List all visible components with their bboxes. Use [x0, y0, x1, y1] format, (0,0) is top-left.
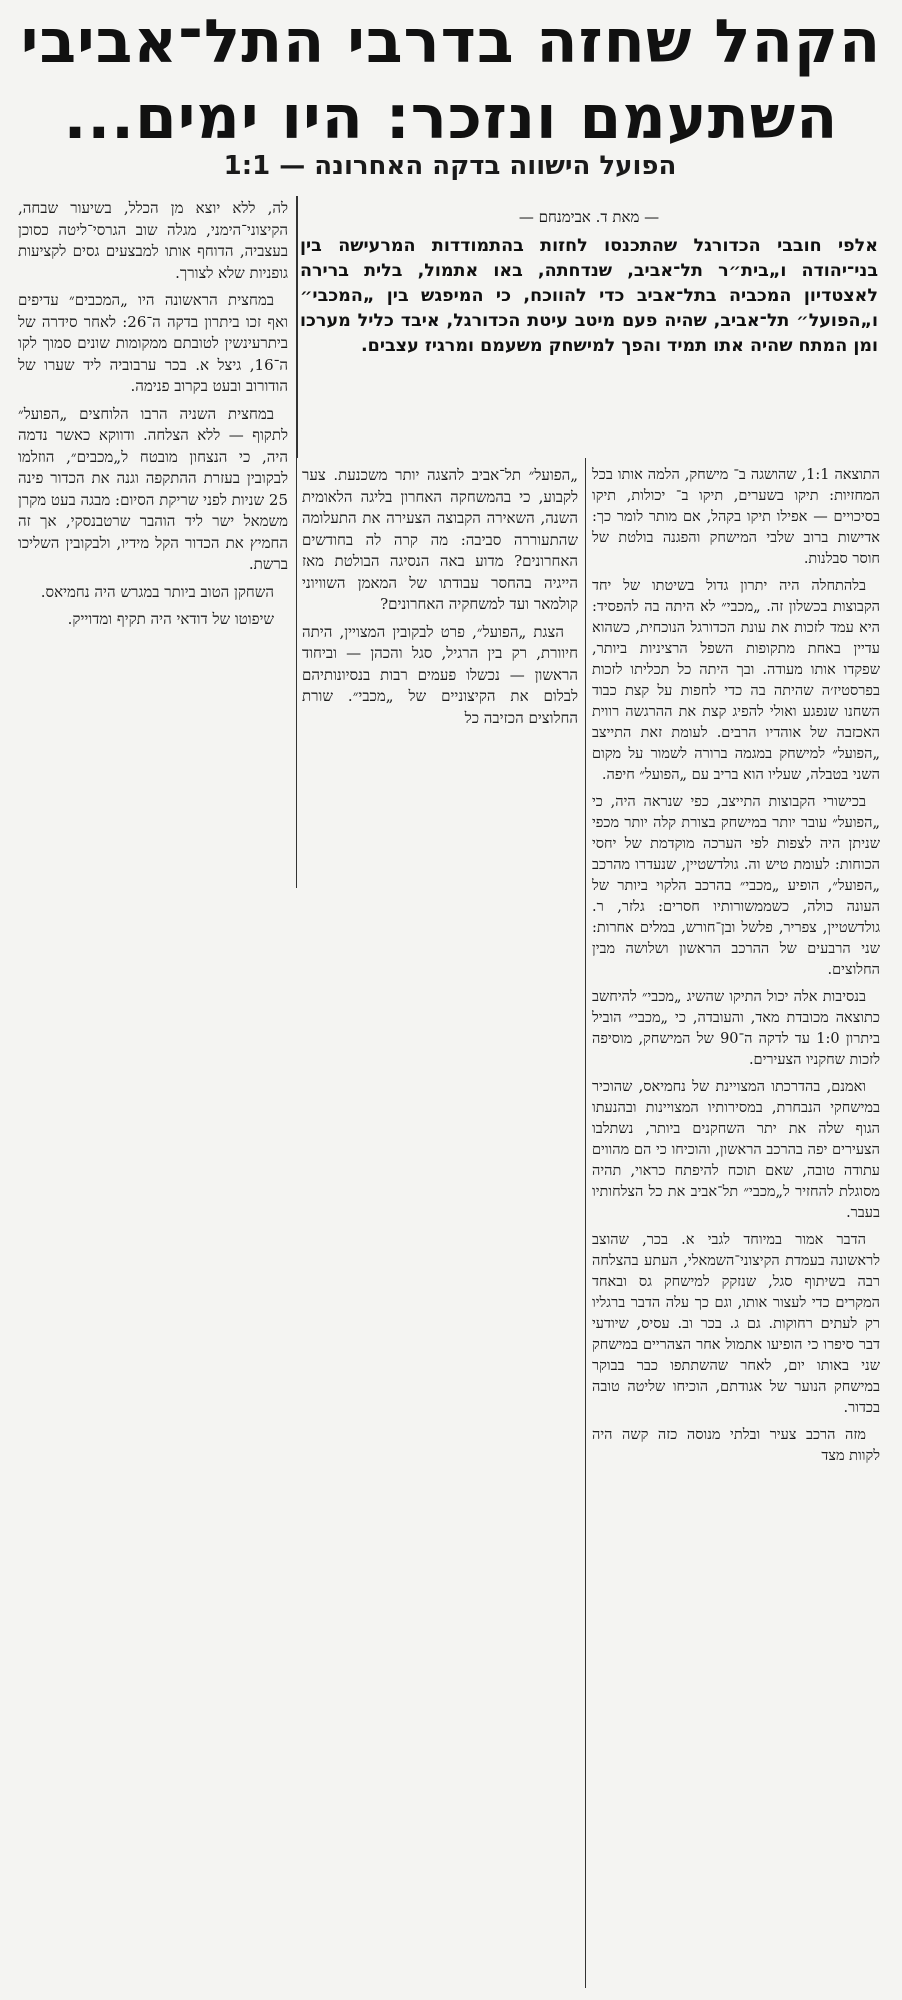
column-right: [592, 465, 880, 1473]
paragraph: הדבר אמור במיוחד לגבי א. בכר, שהוצב לראשונה בעמדת הקיצוני־השמאלי, העתע בהצלחה רבה בשיתוף סגל, שנזקק למישחק גס ובאחד המקרים כדי לעצור אותו, וגם כך עלה הדבר ברגליו רק לעתים רחוקות. גם ג. בכר וב. עסיס, שיודעי דבר סיפרו כי הופיעו אתמול אחר הצהריים במישחק שני באותו יום, לאחר שהשתתפו כבר בבוקר במישחק הנוער של אגודתם, הוכיחו שליטה טובה בכדור.: [592, 1232, 880, 1416]
column-middle: [302, 465, 578, 735]
headline-line-2: השתעמם ונזכר: היו ימים...: [63, 83, 839, 153]
paragraph: התוצאה 1:1, שהושגה ב־ מישחק, הלמה אותו בכל המחזיות: תיקו בשערים, תיקו ב־ יכולות, תיקו בסיכויים — אפילו תיקו בקהל, אם מותר לומר כך: אדישות ברוב שלבי המישחק והפגנה בולטת של חוסר סבלנות.: [592, 467, 880, 567]
paragraph: בנסיבות אלה יכול התיקו שהשיג „מכבי״ להיחשב כתוצאה מכובדת מאד, והעובדה, כי „מכבי״ הוביל ביתרון 1:0 עד לדקה ה־90 של המישחק, מוסיפה לזכות שחקניו הצעירים.: [592, 989, 880, 1068]
subheadline: הפועל הישווה בדקה האחרונה — 1:1: [223, 151, 677, 181]
column-left: [18, 198, 288, 637]
paragraph: במחצית הראשונה היו „המכבים״ עדיפים ואף זכו ביתרון בדקה ה־26: לאחר סידרה של ביתרעינשין לטובתם ממקומות שונים סמוך לקו ה־16, גיצל א. בכר ערבוביה ליד שערו של הודורוב ובעט בקרוב פנימה.: [18, 291, 289, 395]
column-rule-lower-1: [585, 458, 586, 1988]
paragraph: לה, ללא יוצא מן הכלל, בשיעור שבחה, הקיצוני־הימני, מגלה שוב הגרסי־ליטה כסוכן בעצביה, הדוחף אותו למבצעים גסים לקציעות גופניות שלא לצורך.: [18, 199, 288, 282]
column-rule-lower-2: [296, 458, 297, 888]
paragraph: מזה הרכב צעיר ובלתי מנוסה כזה קשה היה לקוות מצד: [592, 1427, 880, 1464]
paragraph: „הפועל״ תל־אביב להצגה יותר משכנעת. צער לקבוע, כי בהמשחקה האחרון בליגה הלאומית השנה, השאירה הקבוצה הצעירה את התעלומה שהתעוררה סביבה: מה קרה לה בחודשים האחרונים? מדוע באה הנסיגה הבולטת מאז הייגיה בהחסר עבודתו של המאמן השוויוני קולמאר ועד למשחקיה האחרונים?: [302, 466, 578, 613]
paragraph: הצגת „הפועל״, פרט לבקובין המצויין, היתה חיוורת, רק בין הרגיל, סגל והכהן — וביחוד הראשון — נכשלו פעמים רבות בנסיונותיהם לבלום את הקיצוניים של „מכבי״. שורת החלוצים הכזיבה כל: [302, 622, 578, 727]
headline-line-1: הקהל שחזה בדרבי התל־אביבי: [20, 7, 882, 77]
byline: — מאת ד. אבימנחם —: [518, 208, 660, 226]
lead-section: [300, 205, 878, 359]
lead-paragraph: אלפי חובבי הכדורגל שהתכנסו לחזות בהתמודדות המרעישה בין בני־יהודה ו„בית״ר תל־אביב, שנדחתה, באו אתמול, בלית ברירה לאצטדיון המכביה בתל־אביב כדי להווכח, כי המיפגש בין „המכבי״ ו„הפועל״ תל־אביב, שהיה פעם מיטב עיטת הכדורגל, איבד כליל מערכו ומן המתח שהיה אתו תמיד והפך למישחק משעמם ומרגיז עצבים.: [300, 236, 878, 356]
paragraph: במחצית השניה הרבו הלוחצים „הפועל״ לתקוף — ללא הצלחה. ודווקא כאשר נדמה היה, כי הנצחון מובטח ל„מכבים״, הוזלמו לבקובין בעזרת ההתקפה וגנה את הכדור פינה 25 שניות לפני שריקת הסיום: מבגה בעט מקרן משמאל ישר ליד הוהבר שרטבנסקי, אך זה החמיץ את הכדור הקל מידיו, ולבקובין השליכו ברשת.: [18, 404, 288, 573]
paragraph: ואמנם, בהדרכתו המצויינת של נחמיאס, שהוכיר במישחקי הנבחרת, במסירותיו המצויינות ובהנעתו הגוף שלה את יתר השחקנים ביותר, נשתלבו הצעירים יפה בהרכב הראשון, והוכיחו כי הם מהווים עתודה טובה, שאם תוכח להיפתח כראוי, תהיה מסוגלת להחזיר ל„מכבי״ תל־אביב את כל הצלחותיו בעבר.: [592, 1079, 880, 1221]
column-rule-top: [296, 196, 298, 458]
paragraph: השחקן הטוב ביותר במגרש היה נחמיאס.: [40, 582, 274, 601]
paragraph: בלהתחלה היה יתרון גדול בשיטתו של יחד הקבוצות בכשלון זה. „מכבי״ לא היתה בה להפסיד: היא עמד לזכות את עונת הכדורגל הנוכחית, כשהוא עדיין באחת מתקופות השפל הרציניות ביותר, שפקדו אותו מעודה. ובך היתה כל תכליתו לזכות בפרסטיז׳ה שהיתה בה כדי לחפות על קצת כבוד השחנו שנפגע ואולי להפיג קצת את ההרגשה רווית האכזבה של אוהדיו הרבים. לעומת זאת התייצב „הפועל״ למישחק במגמה ברורה לשמור על מקום השני בטבלה, שעליו הוא בריב עם „הפועל״ חיפה.: [592, 578, 880, 783]
paragraph: שיפוטו של דודאי היה תקיף ומדוייק.: [67, 610, 274, 628]
paragraph: בכישורי הקבוצות התייצב, כפי שנראה היה, כי „הפועל״ עובר יותר במישחק בצורת קלה יותר מכפי שניתן היה לצפות לפי הערכה מוקדמת של יחסי הכוחות: לעומת טיש וה. גולדשטיין, שנעדרו מהרכב „הפועל״, הופיע „מכבי״ בהרכב הלקוי ביותר של העונה כולה, כשממשורותיו חסרים: גלזר, ר. גולדשטיין, צפריר, פלשל ובן־חורש, במלים אחרות: שני הרבעים של ההרכב הראשון ושלושה מבין החלוצים.: [592, 794, 880, 978]
